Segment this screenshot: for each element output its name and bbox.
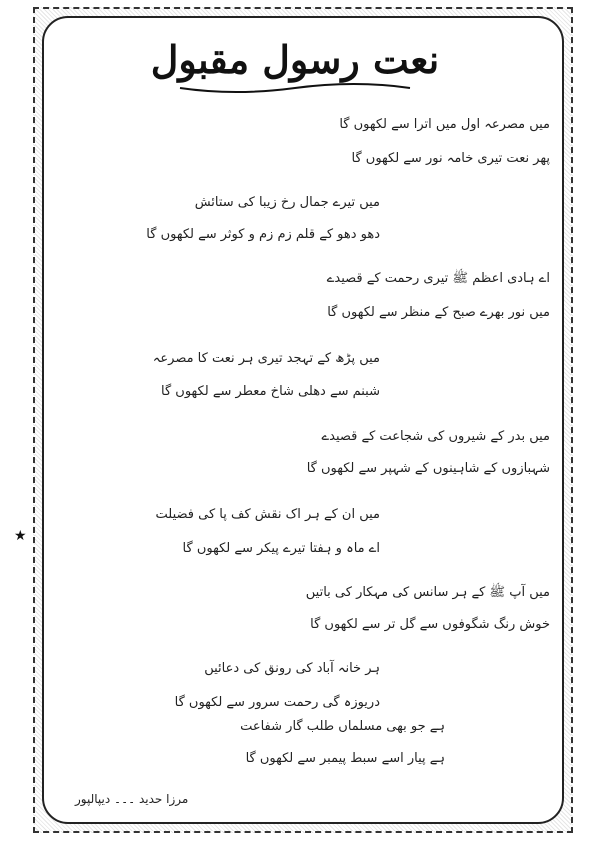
verse-line: شہبازوں کے شاہینوں کے شہپر سے لکھوں گا <box>306 461 550 476</box>
verse-line: پھر نعت تیری خامہ نور سے لکھوں گا <box>351 151 550 166</box>
verse-line: دریوزہ گی رحمت سرور سے لکھوں گا <box>174 695 380 710</box>
margin-star-icon: ★ <box>14 528 27 544</box>
verse-line: ہے پیار اسے سبط پیمبر سے لکھوں گا <box>245 751 445 766</box>
verse-line: دھو دھو کے قلم زم زم و کوثر سے لکھوں گا <box>146 227 380 242</box>
poem-title: نعت رسول مقبول <box>150 36 440 82</box>
verse-line: میں بدر کے شیروں کی شجاعت کے قصیدے <box>321 429 550 444</box>
verse-line: اے ماہ و ہفتا تیرے پیکر سے لکھوں گا <box>182 541 380 556</box>
poet-signature: مرزا حدید ۔۔۔ دیپالپور <box>75 792 189 806</box>
verse-line: ہر خانہ آباد کی رونق کی دعائیں <box>204 661 380 676</box>
verse-line: ہے جو بھی مسلماں طلب گار شفاعت <box>240 719 445 734</box>
verse-line: میں مصرعہ اول میں اترا سے لکھوں گا <box>339 117 550 132</box>
verse-line: میں پڑھ کے تہجد تیری ہر نعت کا مصرعہ <box>152 351 380 366</box>
verse-line: میں نور بھرے صبح کے منظر سے لکھوں گا <box>327 305 550 320</box>
verse-line: میں تیرے جمال رخ زیبا کی ستائش <box>194 195 380 210</box>
verse-line: میں آپ ﷺ کے ہر سانس کی مہکار کی باتیں <box>305 585 550 600</box>
verse-line: خوش رنگ شگوفوں سے گل تر سے لکھوں گا <box>310 617 550 632</box>
verse-line: شبنم سے دھلی شاخ معطر سے لکھوں گا <box>161 384 380 399</box>
verse-line: اے ہادی اعظم ﷺ تیری رحمت کے قصیدے <box>326 271 550 286</box>
verse-line: میں ان کے ہر اک نقش کف پا کی فضیلت <box>155 507 380 522</box>
title-flourish-icon <box>175 80 415 96</box>
